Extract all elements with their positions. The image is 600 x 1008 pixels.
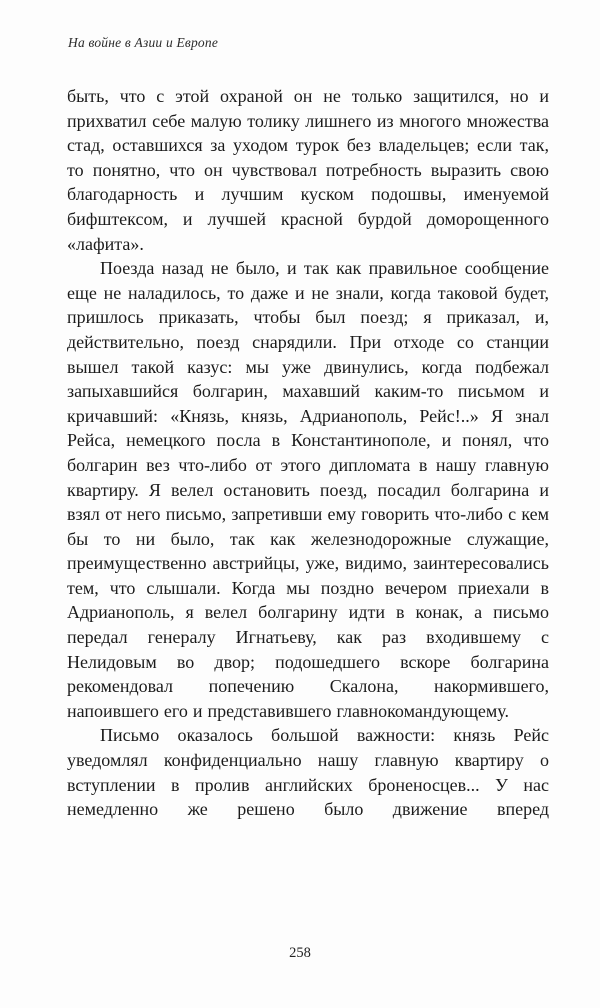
running-header: На войне в Азии и Европе bbox=[68, 35, 219, 50]
page-body bbox=[67, 84, 549, 822]
paragraph: Поезда назад не было, и так как правильное сообщение еще не наладилось, то даже и не знали, когда таковой будет, пришлось приказать, чтобы был поезд; я приказал, и, действительно, поезд снарядили. При отходе со станции вышел такой казус: мы уже двинулись, когда подбежал запыхавшийся болгарин, махавший каким-то письмом и кричавший: «Князь, князь, Адрианополь, Рейс!..» Я знал Рейса, немецкого посла в Константинополе, и понял, что болгарин вез что-либо от этого дипломата в нашу главную квартиру. Я велел остановить поезд, посадил болгарина и взял от него письмо, запретивши ему говорить что-либо с кем бы то ни было, так как железнодорожные служащие, преимущественно австрийцы, уже, видимо, заинтересовались тем, что слышали. Когда мы поздно вечером приехали в Адрианополь, я велел болгарину идти в конак, а письмо передал генералу Игнатьеву, как раз входившему с Нелидовым во двор; подошедшего вскоре болгарина рекомендовал попечению Скалона, накормившего, напоившего его и представившего главнокомандующему. bbox=[67, 258, 549, 721]
paragraph: Письмо оказалось большой важности: князь Рейс уведомлял конфиденциально нашу главную квартиру о вступлении в пролив английских броненосцев... У нас немедленно же решено было движение вперед bbox=[67, 725, 549, 820]
paragraph: быть, что с этой охраной он не только защитился, но и прихватил себе малую толику лишнего из многого множества стад, оставшихся за уходом турок без владельцев; если так, то понятно, что он чувствовал потребность выразить свою благодарность и лучшим куском подошвы, именуемой бифштексом, и лучшей красной бурдой доморощенного «лафита». bbox=[67, 86, 549, 254]
page-number: 258 bbox=[289, 945, 311, 961]
